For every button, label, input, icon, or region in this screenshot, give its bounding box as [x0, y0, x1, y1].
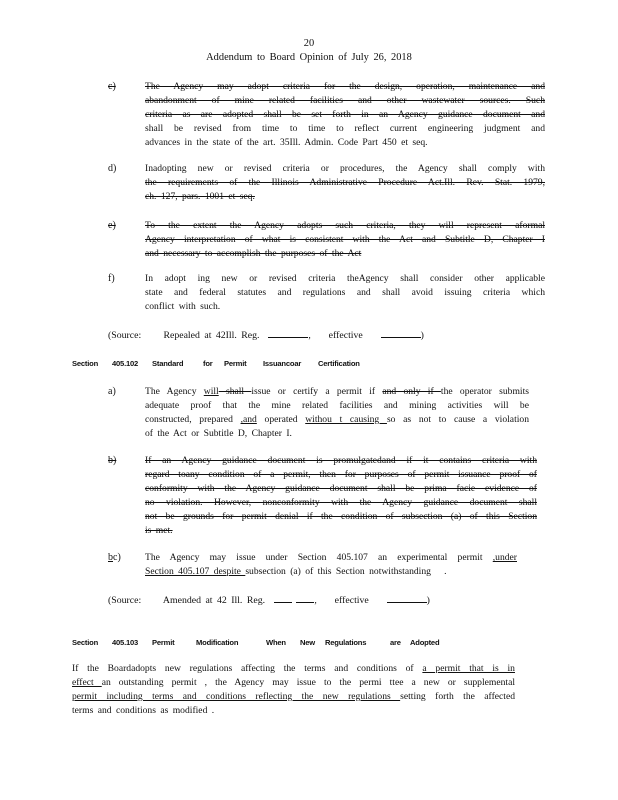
item-d-line: ch. 127, pars. 1001 et seq.	[145, 191, 255, 202]
section-103-title-word: are	[390, 638, 401, 647]
item-102c-line	[145, 565, 517, 579]
text-run: The Agency may issue under Section 405.107 an experimental permit	[145, 552, 493, 563]
inserted-text: ,under	[492, 552, 517, 563]
page-title: Addendum to Board Opinion of July 26, 2018	[206, 52, 412, 63]
item-e-line: Agency interpretation of what is consistent with the Act and Subtitle D, Chapter I	[145, 234, 545, 245]
inserted-text: permit including terms and conditions reflecting the new regulations	[72, 691, 401, 702]
item-f-line: In adopt ing new or revised criteria theAgency shall consider other applicable	[145, 273, 545, 284]
item-102a-line: of the Act or Subtitle D, Chapter I.	[145, 428, 292, 439]
blank-effective	[387, 593, 427, 603]
item-102b-paragraph	[145, 454, 537, 538]
item-d-paragraph	[145, 162, 545, 204]
inserted-text: ,and	[240, 414, 257, 425]
item-e-paragraph	[145, 219, 545, 261]
item-f-label: f)	[108, 273, 115, 284]
page-number: 20	[303, 38, 315, 49]
source-note-repealed	[108, 328, 424, 343]
section-103-title-word: Adopted	[410, 638, 440, 647]
source-open: (Source:	[108, 595, 142, 606]
section-102-title-word: Certification	[318, 359, 360, 368]
source-note-amended	[108, 593, 430, 608]
section-103-title-word: New	[300, 638, 316, 647]
section-102-title-word: Issuancoar	[263, 359, 302, 368]
item-102b-label: b)	[108, 455, 117, 466]
section-103-line	[72, 662, 515, 676]
source-effective: effective	[334, 595, 369, 606]
item-102c-line	[145, 551, 517, 565]
item-c-label: c)	[108, 81, 116, 92]
source-text: Repealed at 42Ill. Reg.	[163, 330, 260, 341]
item-e-line: and necessary to accomplish the purposes of the Act	[145, 248, 362, 259]
item-c-line: abandonment of mine related facilities and other wastewater sources. Such	[145, 95, 545, 106]
item-c-paragraph	[145, 80, 545, 150]
item-c-line: The Agency may adopt criteria for the design, operation, maintenance and	[145, 81, 545, 92]
item-f-line: state and federal statutes and regulations and shall avoid issuing criteria which	[145, 287, 545, 298]
source-open: (Source:	[108, 330, 142, 341]
item-102c-label	[108, 551, 121, 565]
blank-reg	[268, 328, 308, 338]
item-d-label: d)	[108, 163, 117, 174]
deleted-text: and only if	[382, 386, 441, 397]
text-run: setting forth the affected	[400, 691, 516, 702]
item-102b-line: If an Agency guidance document is promulgatedand if it contains criteria with	[145, 455, 537, 466]
inserted-text: b	[108, 552, 113, 563]
section-102-label: Section	[72, 359, 99, 368]
item-102b-line: no violation. However, nonconformity with the Agency guidance document shall	[145, 497, 537, 508]
item-d-line: Inadopting new or revised criteria or procedures, the Agency shall comply with	[145, 163, 545, 174]
text-run: the operator submits	[440, 386, 529, 397]
section-102-title-word: Permit	[224, 359, 247, 368]
inserted-text: effect	[72, 677, 102, 688]
blank-effective	[381, 328, 421, 338]
section-102-title-word: Standard	[152, 359, 184, 368]
text-run: operated	[256, 414, 306, 425]
text-run: an outstanding permit , the Agency may issue to the permi ttee a new or supplemental	[101, 677, 515, 688]
source-text: Amended at 42 Ill. Reg.	[162, 595, 266, 606]
section-103-line	[72, 690, 515, 704]
section-103-number: 405.103	[112, 638, 139, 647]
source-close: )	[426, 595, 430, 606]
text-run: .	[444, 566, 447, 577]
item-102b-line: not be grounds for permit denial if the condition of subsection (a) of this Section	[145, 511, 537, 522]
blank-reg	[296, 593, 314, 603]
section-103-title-word: When	[266, 638, 286, 647]
deleted-text: shall	[218, 386, 252, 397]
item-c-line: criteria as are adopted shall be set forth in an Agency guidance document and	[145, 109, 545, 120]
inserted-text: Section 405.107 despite	[145, 566, 246, 577]
text-run: If the Boardadopts new regulations affecting the terms and conditions of	[72, 663, 423, 674]
section-103-line	[72, 676, 515, 690]
item-102b-line: is met.	[145, 525, 173, 536]
source-effective: effective	[328, 330, 363, 341]
item-d-line: the requirements of the Illinois Administrative Procedure Act.Ill. Rev. Stat. 1979,	[145, 177, 545, 188]
item-e-line: To the extent the Agency adopts such criteria, they will represent aformal	[145, 220, 545, 231]
text-run: issue or certify a permit if	[251, 386, 383, 397]
source-comma: ,	[314, 595, 317, 606]
item-102c-paragraph	[145, 551, 517, 579]
section-102-title-word: for	[203, 359, 213, 368]
text-run: The Agency	[145, 386, 204, 397]
item-f-line: conflict with such.	[145, 301, 221, 312]
item-102b-line: regard toany condition of a permit, then for purposes of permit issuance proof of	[145, 469, 537, 480]
text-run: so as not to cause a violation	[386, 414, 529, 425]
item-102a-line: adequate proof that the mine related facilities and mining activities will be	[145, 400, 529, 411]
inserted-text: withou t causing	[305, 414, 387, 425]
source-comma: ,	[308, 330, 311, 341]
section-103-title-word: Modification	[196, 638, 239, 647]
section-103-title-word: Regulations	[325, 638, 367, 647]
item-c-line: shall be revised from time to time to reflect current engineering judgment and	[145, 123, 545, 134]
text-run: c)	[113, 552, 121, 563]
section-102-number: 405.102	[112, 359, 139, 368]
blank-reg	[274, 593, 292, 603]
item-102a-paragraph	[145, 385, 529, 441]
item-102b-line: conformity with the Agency guidance document shall be prima facie evidence of	[145, 483, 537, 494]
item-102a-line	[145, 385, 529, 399]
text-run: constructed, prepared	[145, 414, 241, 425]
item-f-paragraph	[145, 272, 545, 314]
inserted-text: a permit that is in	[422, 663, 515, 674]
item-e-label: e)	[108, 220, 116, 231]
section-103-label: Section	[72, 638, 99, 647]
item-102a-label: a)	[108, 386, 116, 397]
section-103-line: terms and conditions as modified .	[72, 705, 215, 716]
inserted-text: will	[203, 386, 219, 397]
source-close: )	[420, 330, 424, 341]
section-103-title-word: Permit	[152, 638, 175, 647]
text-run: subsection (a) of this Section notwithstanding	[245, 566, 431, 577]
section-103-paragraph	[72, 662, 515, 718]
item-102a-line	[145, 413, 529, 427]
item-c-line: advances in the state of the art. 35Ill. Admin. Code Part 450 et seq.	[145, 137, 428, 148]
